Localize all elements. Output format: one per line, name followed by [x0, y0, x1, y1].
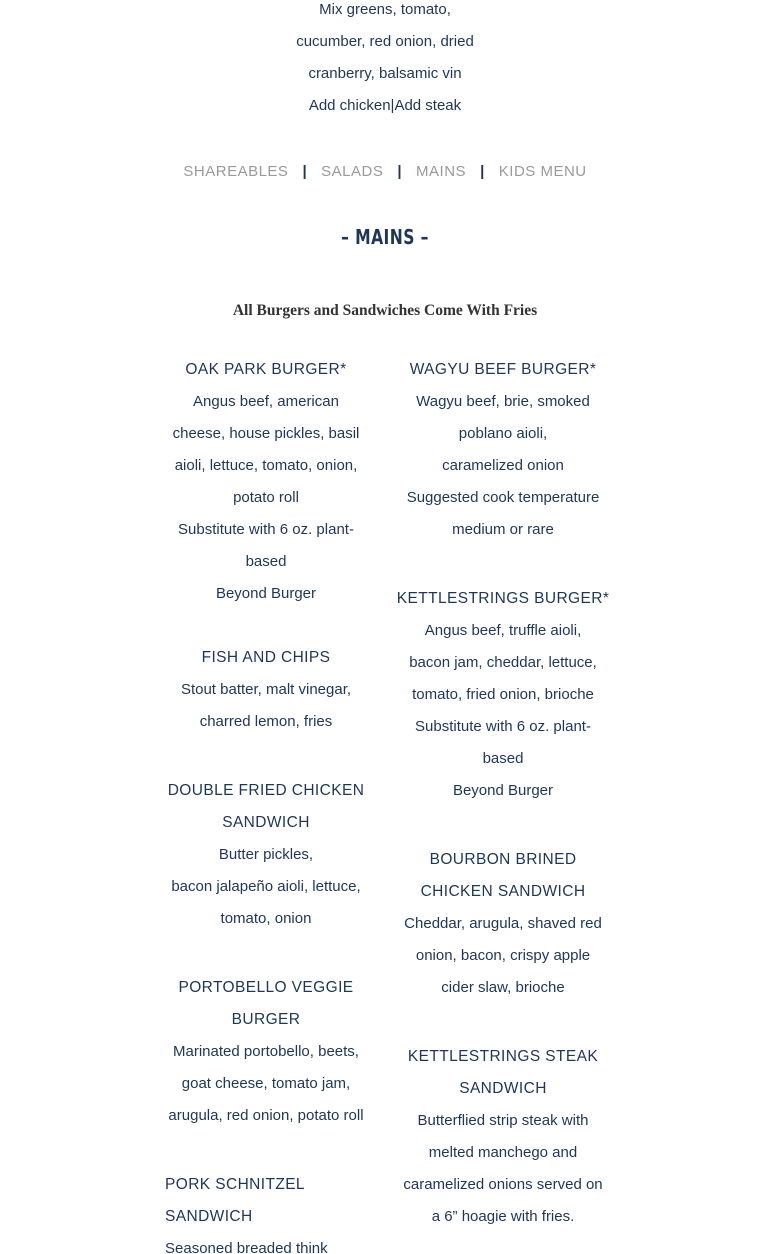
- menu-item-desc-line: based: [482, 750, 524, 767]
- menu-item: [160, 1169, 372, 1254]
- menu-item-desc-line: goat cheese, tomato jam,: [181, 1075, 351, 1092]
- nav-link-mains[interactable]: MAINS: [416, 163, 467, 180]
- nav-link-shareables[interactable]: SHAREABLES: [183, 163, 289, 180]
- menu-item-name-line: SANDWICH: [165, 1208, 253, 1225]
- menu-item-name-line: SANDWICH: [222, 814, 310, 831]
- nav-separator: |: [397, 163, 403, 180]
- previous-item-line: cucumber, red onion, dried: [296, 33, 474, 50]
- menu-item-name-line: SANDWICH: [459, 1080, 547, 1097]
- menu-item-desc-line: aioli, lettuce, tomato, onion,: [174, 457, 358, 474]
- menu-item-desc-line: tomato, onion: [220, 910, 312, 927]
- section-title: – MAINS –: [341, 225, 429, 249]
- menu-item: [396, 844, 610, 1004]
- menu-item-name: [165, 1169, 372, 1233]
- menu-item-description: [160, 674, 372, 738]
- menu-item-name: KETTLESTRINGS BURGER*: [396, 590, 610, 607]
- menu-item-description: [396, 1105, 610, 1233]
- menu-item-desc-line: caramelized onions served on: [403, 1176, 603, 1193]
- menu-item-desc-line: cheese, house pickles, basil: [172, 425, 360, 442]
- menu-item-name-line: PORK SCHNITZEL: [165, 1176, 305, 1193]
- menu-item-name: [396, 844, 610, 908]
- menu-item-desc-line: potato roll: [233, 489, 299, 506]
- menu-item-name: FISH AND CHIPS: [201, 649, 331, 666]
- menu-item-desc-line: Wagyu beef, brie, smoked: [416, 393, 590, 410]
- menu-item: [160, 642, 372, 738]
- menu-column-right: [396, 354, 610, 1254]
- menu-item-desc-line: Suggested cook temperature: [406, 489, 600, 506]
- menu-item-desc-line: bacon jalapeño aioli, lettuce,: [171, 878, 361, 895]
- menu-item-desc-line: bacon jam, cheddar, lettuce,: [409, 654, 597, 671]
- menu-item-name: [160, 972, 372, 1036]
- menu-item: [396, 583, 610, 807]
- menu-item-desc-line: tomato, fried onion, brioche: [412, 686, 594, 703]
- menu-item: [160, 775, 372, 935]
- menu-item-desc-line: charred lemon, fries: [199, 713, 333, 730]
- menu-item-description: [165, 1233, 372, 1254]
- menu-item-desc-line: Stout batter, malt vinegar,: [180, 681, 352, 698]
- previous-item-line: Mix greens, tomato,: [319, 1, 451, 18]
- previous-item-description: [0, 0, 770, 122]
- menu-item: [396, 354, 610, 546]
- menu-column-left: [160, 354, 372, 1254]
- menu-item-desc-line: Beyond Burger: [452, 782, 554, 799]
- nav-separator: |: [480, 163, 485, 180]
- menu-item-name-line: DOUBLE FRIED CHICKEN: [167, 782, 365, 799]
- menu-item-desc-line: Beyond Burger: [215, 585, 317, 602]
- menu-item-description: [396, 386, 610, 546]
- menu-item-description: [396, 908, 610, 1004]
- menu-item-name: WAGYU BEEF BURGER*: [409, 361, 597, 378]
- previous-item-line: Add chicken|Add steak: [308, 97, 462, 114]
- menu-item-desc-line: Seasoned breaded think: [165, 1240, 328, 1254]
- section-note: All Burgers and Sandwiches Come With Fries: [232, 302, 538, 319]
- previous-item-line: cranberry, balsamic vin: [308, 65, 462, 82]
- menu-item-description: [396, 615, 610, 807]
- menu-item-name-line: BOURBON BRINED: [429, 851, 577, 868]
- nav-link-kids-menu[interactable]: KIDS MENU: [498, 163, 587, 180]
- menu-item-desc-line: caramelized onion: [442, 457, 564, 474]
- menu-category-nav: [0, 160, 770, 184]
- menu-item-desc-line: medium or rare: [452, 521, 554, 538]
- menu-item-desc-line: Butter pickles,: [218, 846, 314, 863]
- menu-item-name-line: CHICKEN SANDWICH: [420, 883, 586, 900]
- menu-item-name-line: PORTOBELLO VEGGIE: [178, 979, 354, 996]
- menu-item-name: OAK PARK BURGER*: [185, 361, 347, 378]
- menu-item-name: [396, 1041, 610, 1105]
- menu-item-desc-line: Cheddar, arugula, shaved red: [404, 915, 602, 932]
- menu-item-desc-line: Substitute with 6 oz. plant-: [415, 718, 591, 735]
- menu-item-desc-line: Substitute with 6 oz. plant-: [178, 521, 354, 538]
- menu-item-desc-line: cider slaw, brioche: [441, 979, 565, 996]
- menu-item-description: [160, 839, 372, 935]
- menu-item-desc-line: melted manchego and: [428, 1144, 578, 1161]
- nav-separator: |: [302, 163, 308, 180]
- menu-item: [160, 972, 372, 1132]
- menu-item-name-line: KETTLESTRINGS STEAK: [407, 1048, 599, 1065]
- menu-item-desc-line: arugula, red onion, potato roll: [168, 1107, 364, 1124]
- menu-item-desc-line: based: [245, 553, 287, 570]
- menu-item-name-line: BURGER: [231, 1011, 301, 1028]
- nav-link-salads[interactable]: SALADS: [321, 163, 384, 180]
- menu-item: [160, 354, 372, 610]
- menu-item-name: [160, 775, 372, 839]
- menu-item-desc-line: a 6” hoagie with fries.: [431, 1208, 575, 1225]
- menu-item-desc-line: poblano aioli,: [458, 425, 548, 442]
- menu-item-desc-line: Angus beef, american: [193, 393, 339, 410]
- menu-item-description: [160, 1036, 372, 1132]
- menu-item: [396, 1041, 610, 1233]
- menu-item-desc-line: onion, bacon, crispy apple: [415, 947, 591, 964]
- menu-item-desc-line: Marinated portobello, beets,: [173, 1043, 359, 1060]
- menu-item-description: [160, 386, 372, 610]
- menu-item-desc-line: Butterflied strip steak with: [417, 1112, 589, 1129]
- menu-item-desc-line: Angus beef, truffle aioli,: [424, 622, 582, 639]
